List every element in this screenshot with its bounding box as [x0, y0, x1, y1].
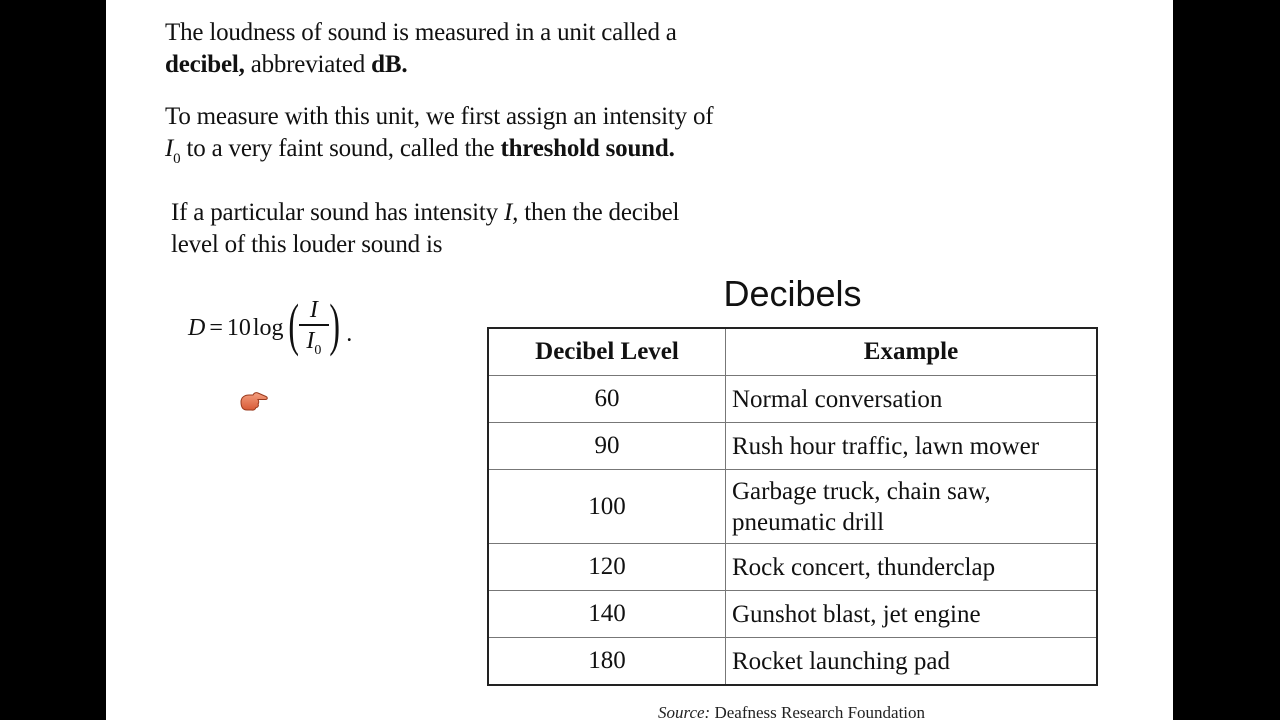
cell-example: Gunshot blast, jet engine [726, 591, 1098, 638]
fraction-denominator [302, 326, 325, 360]
hand-pointer-cursor-icon [239, 390, 269, 414]
term-threshold-sound: threshold sound. [500, 135, 675, 162]
header-example: Example [726, 328, 1098, 376]
decibel-formula [188, 288, 352, 368]
table-title: Decibels [723, 273, 862, 314]
text: If a particular sound has intensity [171, 199, 504, 226]
formula-fraction [299, 296, 329, 360]
cell-example: Rocket launching pad [726, 638, 1098, 686]
formula-equals: = [209, 314, 223, 341]
left-paren-icon: ( [287, 292, 299, 357]
slide [106, 0, 1173, 720]
text: abbreviated [244, 51, 372, 78]
paragraph-decibel-definition [165, 17, 677, 81]
subscript: 0 [173, 151, 181, 167]
text: The loudness of sound is measured in a unit called a [165, 19, 677, 46]
example-line: Garbage truck, chain saw, [732, 477, 991, 505]
letterbox-left [0, 0, 106, 720]
term-db: dB. [371, 51, 408, 78]
formula-lhs: D [188, 314, 206, 341]
paragraph-louder-sound [171, 197, 679, 261]
table-row [488, 423, 1097, 470]
table-row [488, 376, 1097, 423]
source-citation [486, 703, 1097, 720]
cell-level: 100 [488, 470, 726, 544]
text: level of this louder sound is [171, 231, 443, 258]
symbol-i: I, [504, 199, 519, 226]
cell-example: Normal conversation [726, 376, 1098, 423]
decibels-table [487, 327, 1098, 686]
symbol-i: I [165, 135, 174, 162]
formula-period: . [346, 320, 353, 347]
table-header-row [488, 328, 1097, 376]
term-decibel: decibel, [165, 51, 245, 78]
cell-level: 90 [488, 423, 726, 470]
formula-coefficient: 10 [226, 314, 251, 341]
cell-example: Rush hour traffic, lawn mower [726, 423, 1098, 470]
cell-level: 180 [488, 638, 726, 686]
cell-level: 60 [488, 376, 726, 423]
text: To measure with this unit, we first assign an intensity of [165, 103, 714, 130]
example-line: pneumatic drill [732, 508, 885, 536]
header-decibel-level: Decibel Level [488, 328, 726, 376]
table-row [488, 638, 1097, 686]
cell-example [726, 470, 1098, 544]
formula-log: log [252, 314, 284, 341]
right-paren-icon: ) [329, 292, 340, 357]
source-label: Source: [657, 703, 711, 720]
table-row [488, 470, 1097, 544]
cell-level: 140 [488, 591, 726, 638]
cell-level: 120 [488, 544, 726, 591]
source-text: Deafness Research Foundation [710, 703, 926, 720]
text: to a very faint sound, called the [180, 135, 501, 162]
denominator-symbol: I [306, 327, 315, 354]
denominator-subscript: 0 [314, 342, 322, 358]
table-row [488, 544, 1097, 591]
table-row [488, 591, 1097, 638]
symbol-i0 [165, 135, 181, 167]
letterbox-right [1173, 0, 1280, 720]
fraction-numerator: I [309, 297, 318, 324]
paragraph-threshold [165, 101, 713, 168]
cell-example: Rock concert, thunderclap [726, 544, 1098, 591]
text: then the decibel [518, 199, 680, 226]
